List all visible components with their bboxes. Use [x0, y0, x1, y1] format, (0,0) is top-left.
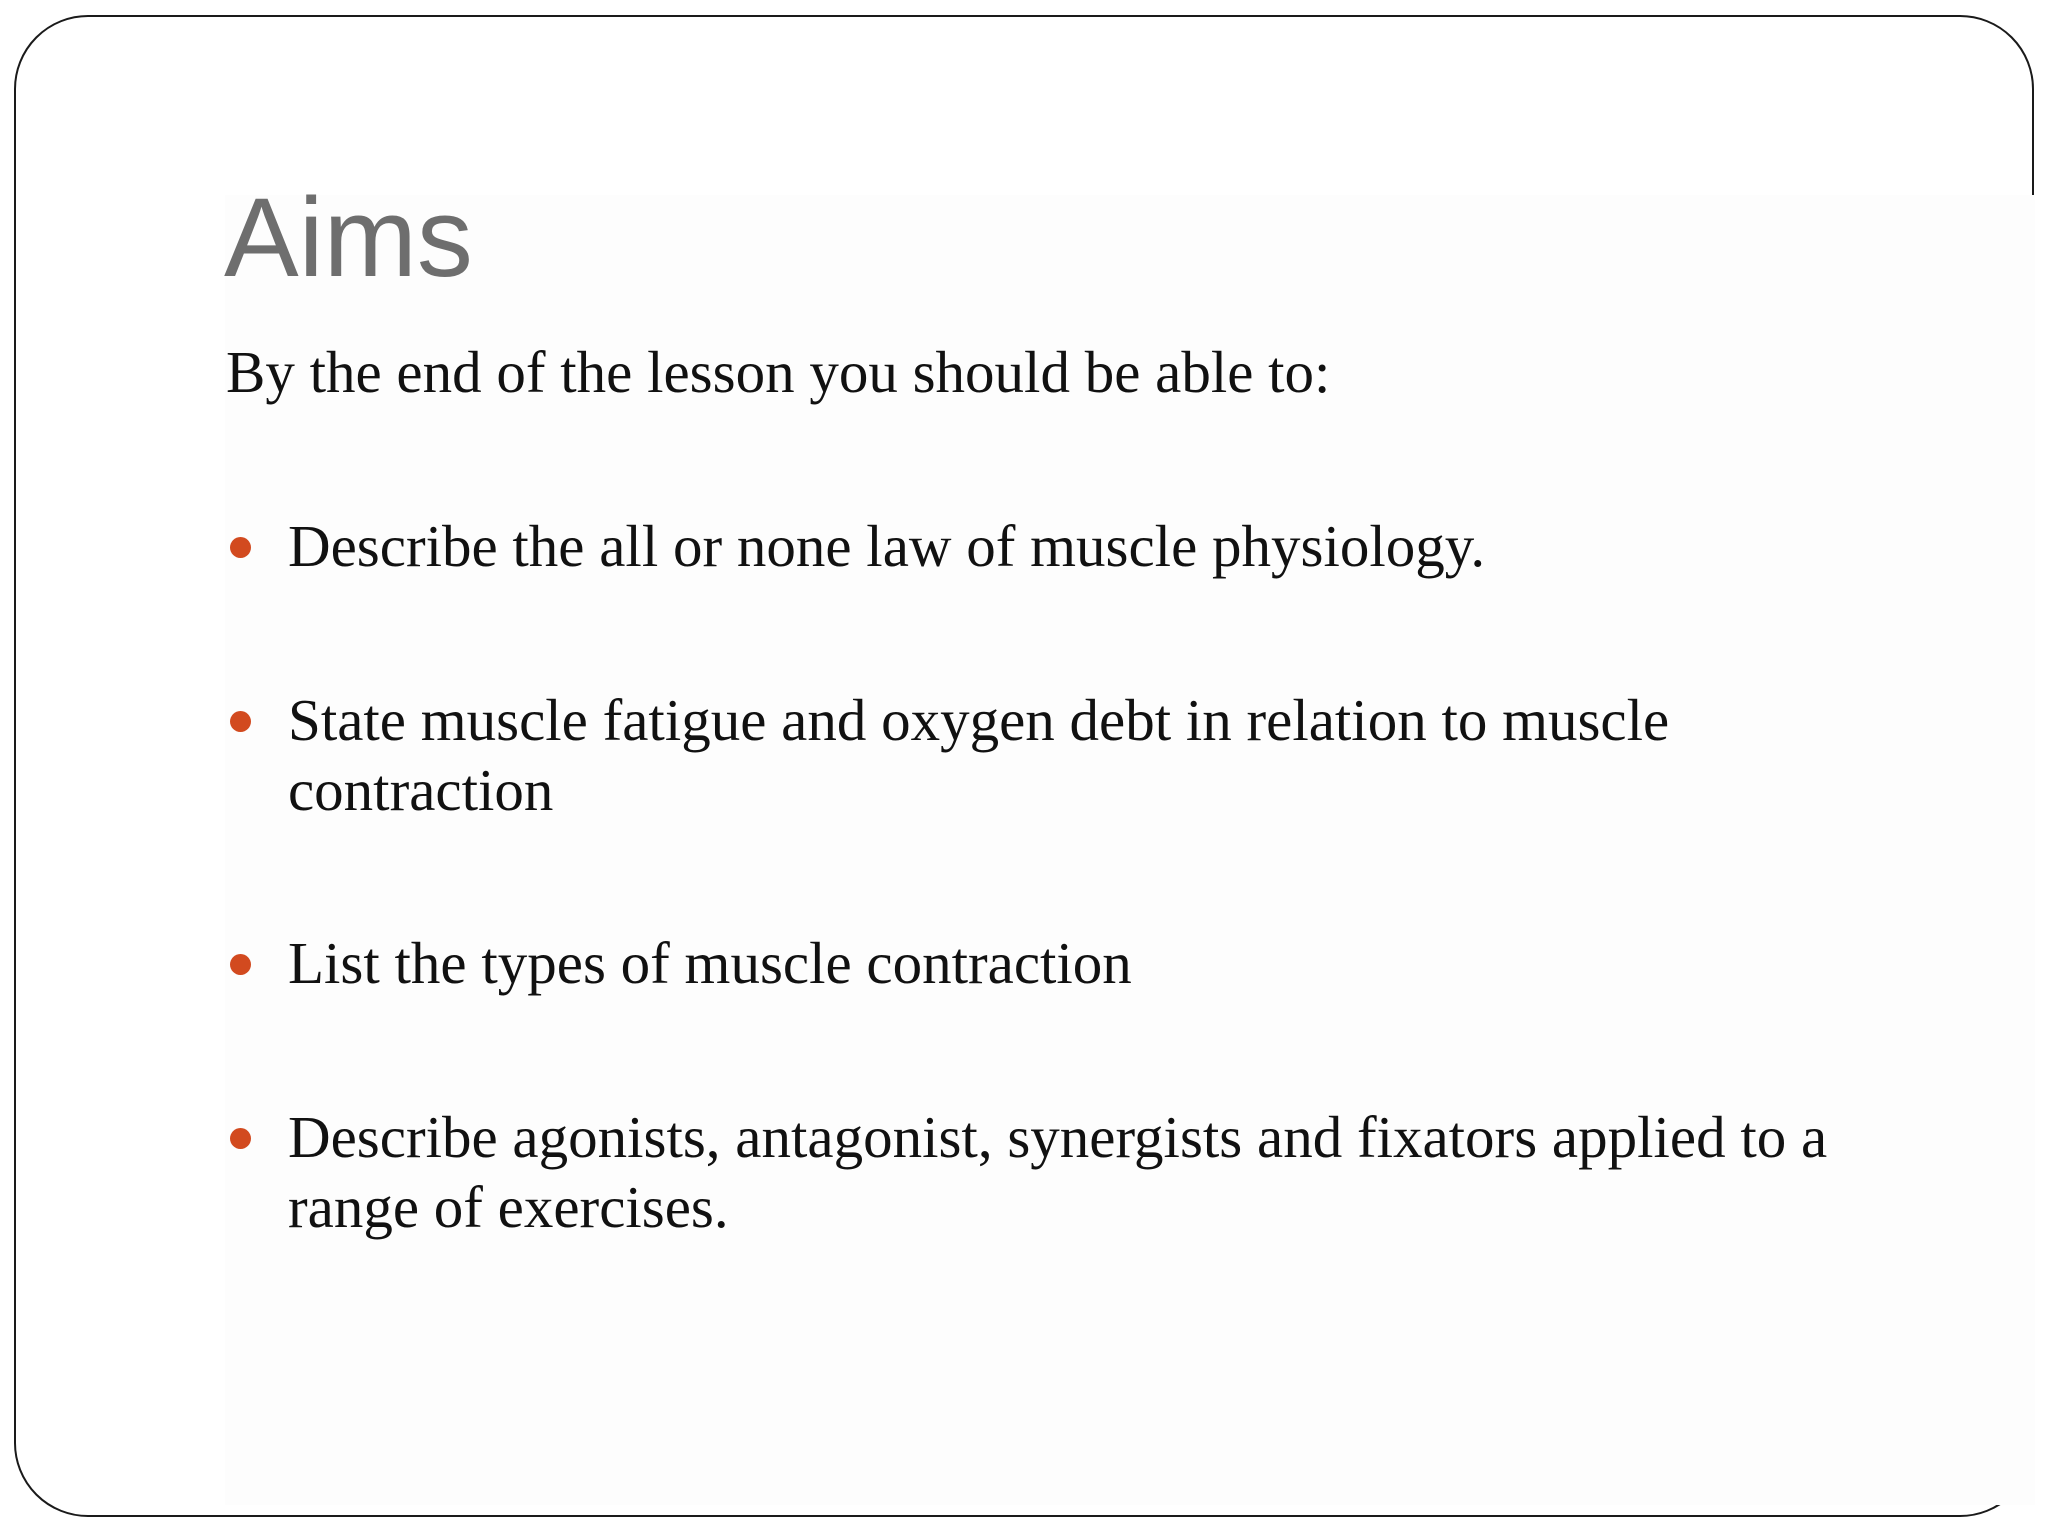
- intro-text: By the end of the lesson you should be able to:: [226, 339, 1331, 405]
- list-item-text: State muscle fatigue and oxygen debt in relation to muscle contraction: [288, 687, 1670, 823]
- list-item-text: Describe the all or none law of muscle physiology.: [288, 513, 1486, 579]
- list-item-text: List the types of muscle contraction: [288, 930, 1132, 996]
- list-item: [226, 511, 1926, 581]
- slide-title: Aims: [224, 175, 473, 300]
- list-item: [226, 928, 1926, 998]
- bullet-dot-icon: [230, 537, 251, 558]
- list-item: [226, 1102, 1926, 1242]
- bullet-dot-icon: [230, 954, 251, 975]
- bullet-dot-icon: [230, 1128, 251, 1149]
- list-item: [226, 685, 1926, 825]
- bullet-dot-icon: [230, 711, 251, 732]
- list-item-text: Describe agonists, antagonist, synergists and fixators applied to a range of exercises.: [288, 1104, 1828, 1240]
